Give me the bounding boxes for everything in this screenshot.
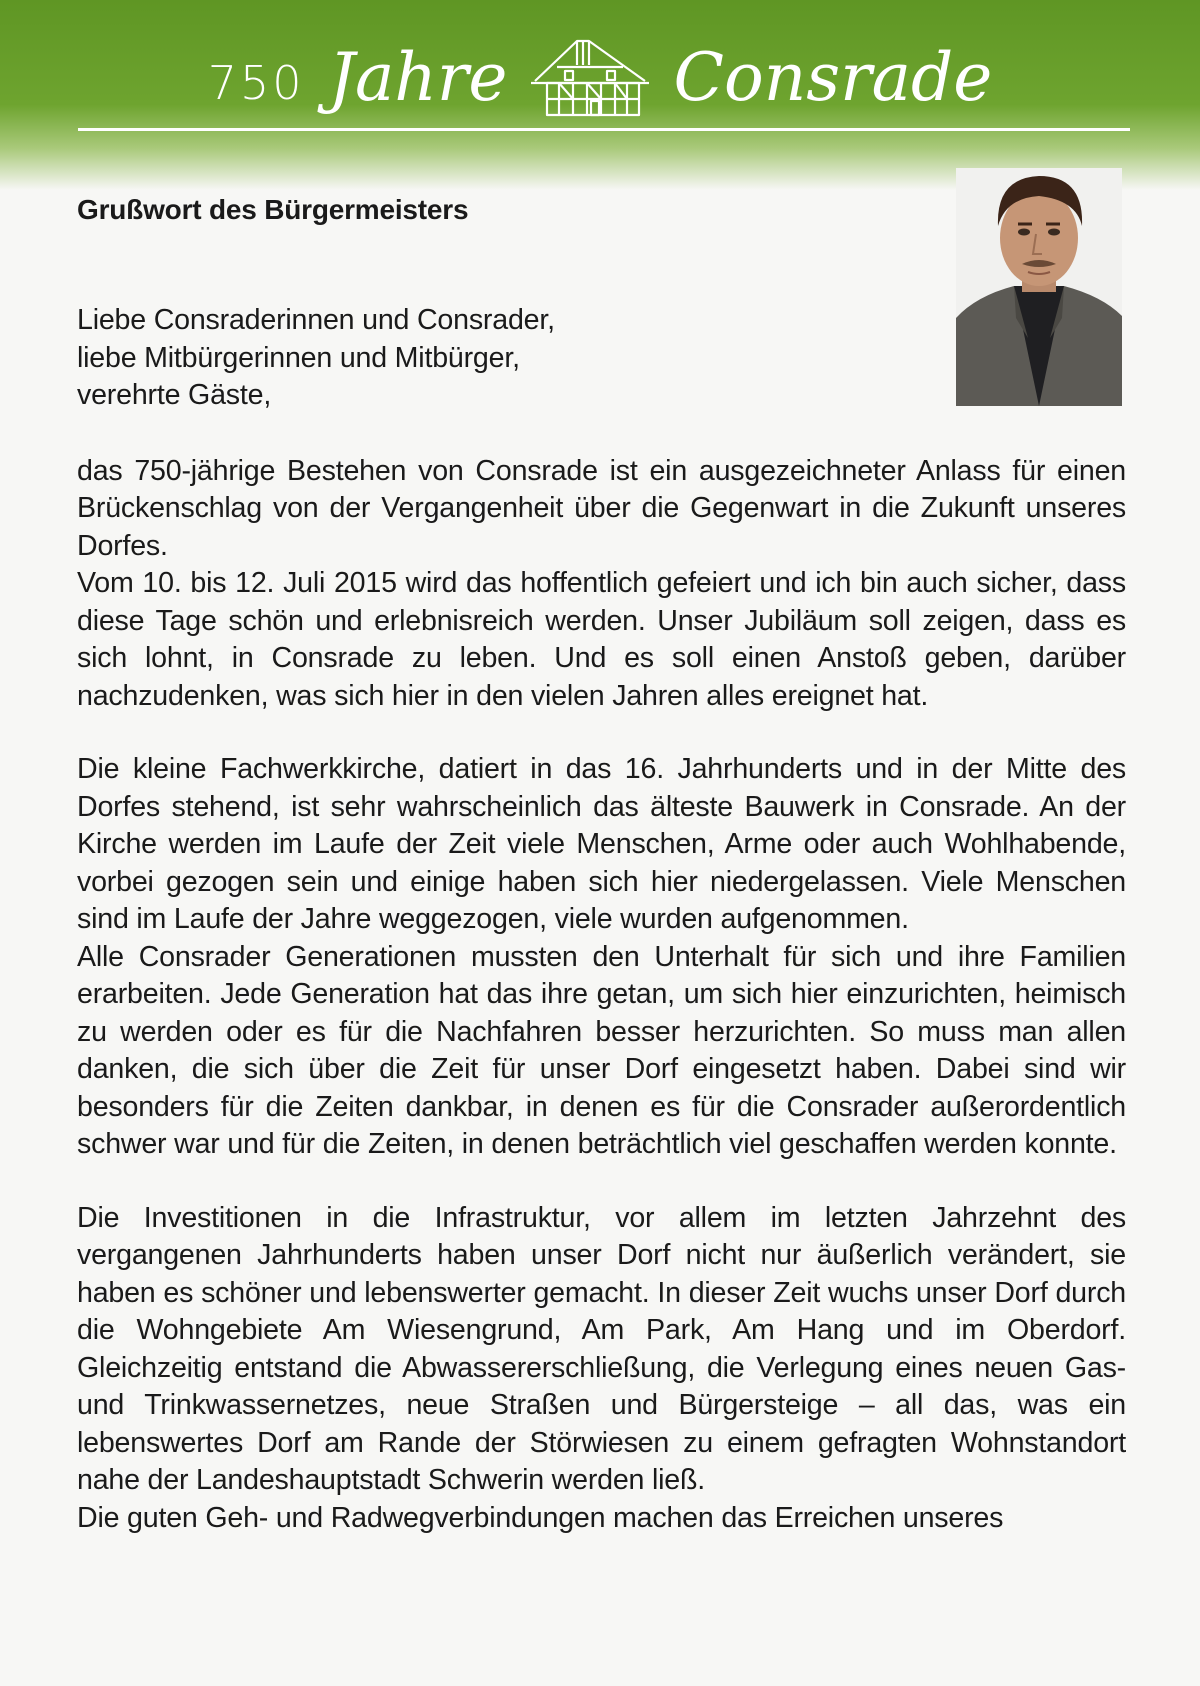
paragraph: Die Investitionen in die Infrastruktur, vor allem im letzten Jahrzehnt des vergangenen Jahrhunderts haben unser Dorf nicht nur äußerlich verändert, sie haben es schöner und lebenswerter gemacht. In dieser Zeit wuchs unser Dorf durch die Wohngebiete Am Wiesengrund, Am Park, Am Hang und im Oberdorf. Gleichzeitig entstand die Abwassererschließung, die Verlegung eines neuen Gas- und Trinkwassernetzes, neue Straßen und Bürgersteige – all das, was ein lebenswertes Dorf am Rande der Störwiesen zu einem gefragten Wohnstandort nahe der Landeshauptstadt Schwerin werden ließ.: [77, 1201, 1126, 1496]
header-divider: [78, 128, 1130, 131]
paragraph: Die guten Geh- und Radwegverbindungen machen das Erreichen unseres: [77, 1501, 1004, 1534]
salutation-line: liebe Mitbürgerinnen und Mitbürger,: [77, 341, 520, 374]
page-heading: Grußwort des Bürgermeisters: [77, 194, 469, 225]
paragraph: das 750-jährige Bestehen von Consrade ist ein ausgezeichneter Anlass für einen Brückenschlag von der Vergangenheit über die Gegenwart in die Zukunft unseres Dorfes.: [77, 454, 1126, 562]
title-word-consrade: Consrade: [673, 38, 993, 116]
paragraph: Vom 10. bis 12. Juli 2015 wird das hoffentlich gefeiert und ich bin auch sicher, dass diese Tage schön und erlebnisreich werden. Unser Jubiläum soll zeigen, dass es sich lohnt, in Consrade zu leben. Und es soll einen Anstoß geben, darüber nachzudenken, was sich hier in den vielen Jahren alles ereignet hat.: [77, 567, 1126, 712]
salutation-line: Liebe Consraderinnen und Consrader,: [77, 304, 555, 336]
salutation: [77, 302, 1126, 415]
title-number: 750: [207, 56, 305, 110]
paragraph: Die kleine Fachwerkkirche, datiert in das 16. Jahrhunderts und in der Mitte des Dorfes stehend, ist sehr wahrscheinlich das älteste Bauwerk in Consrade. An der Kirche werden im Laufe der Zeit viele Menschen, Arme oder auch Wohlhabende, vorbei gezogen sein und einige haben sich hier niedergelassen. Viele Menschen sind im Laufe der Jahre weggezogen, viele wurden aufgenommen.: [77, 753, 1126, 935]
salutation-line: verehrte Gäste,: [77, 379, 272, 411]
paragraph: Alle Consrader Generationen mussten den Unterhalt für sich und ihre Familien erarbeiten. Jede Generation hat das ihre getan, um sich hier einzurichten, heimisch zu werden oder es für die Nachfahren besser herzurichten. So muss man allen danken, die sich über die Zeit für unser Dorf eingesetzt haben. Dabei sind wir besonders für die Zeiten dankbar, in denen es für die Consrader außerordentlich schwer war und für die Zeiten, in denen beträchtlich viel geschaffen werden konnte.: [77, 940, 1126, 1160]
title-word-jahre: Jahre: [328, 38, 508, 116]
page-header-title: [0, 22, 1200, 132]
half-timbered-house-icon: [527, 35, 653, 119]
letter-body: [77, 302, 1126, 1537]
